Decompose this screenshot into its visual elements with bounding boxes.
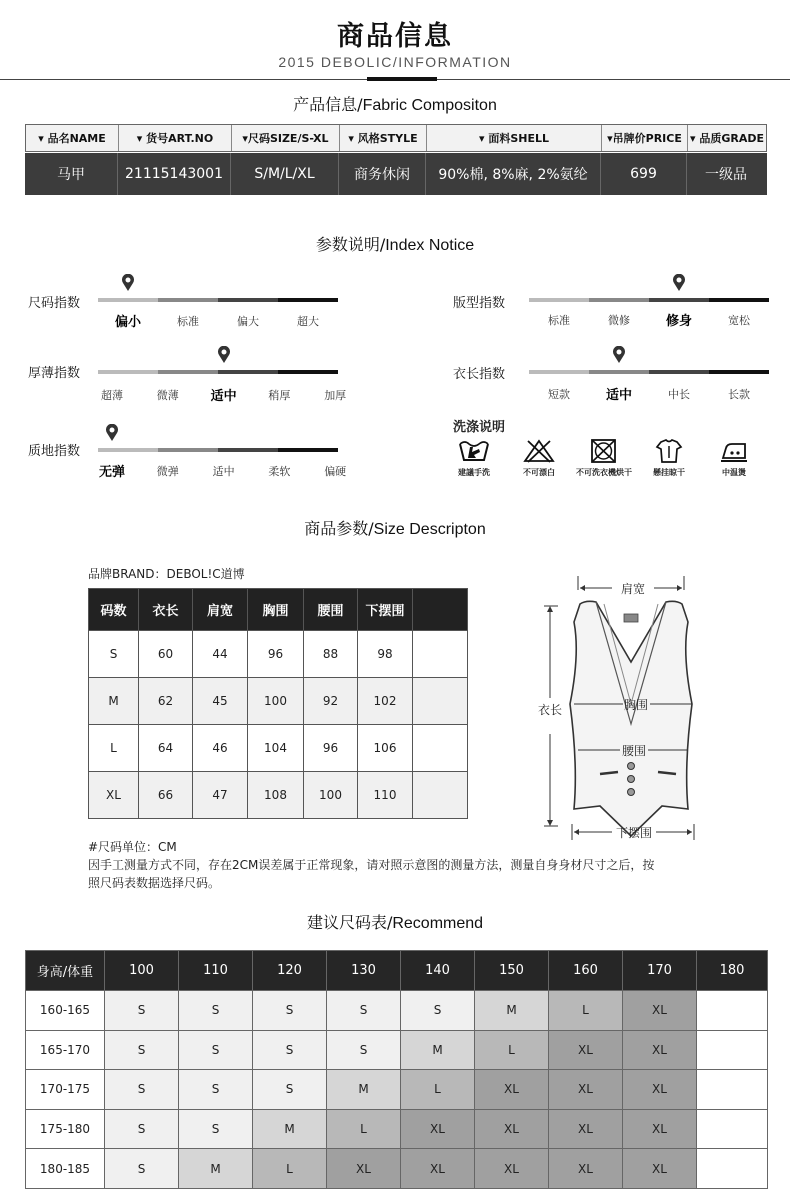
scale-option: 适中 <box>210 389 237 404</box>
scale-segment <box>589 298 649 302</box>
scale-option: 柔软 <box>268 465 291 478</box>
recommend-corner: 身高/体重 <box>26 951 105 991</box>
recommend-size-cell: S <box>253 1070 327 1110</box>
scale-option: 适中 <box>605 388 633 403</box>
location-pin-icon <box>217 346 231 364</box>
weight-header: 150 <box>475 951 549 991</box>
height-range-cell: 160-165 <box>26 991 105 1031</box>
location-pin-icon <box>612 346 626 364</box>
scale-option: 中长 <box>668 388 690 401</box>
recommend-size-cell: XL <box>549 1030 623 1070</box>
scale-segment <box>98 298 158 302</box>
scale-segment <box>529 370 589 374</box>
recommend-size-cell: L <box>253 1149 327 1189</box>
index-scale-bar <box>529 370 769 374</box>
recommend-size-cell: S <box>179 1109 253 1149</box>
table-row <box>89 631 468 678</box>
scale-option: 微薄 <box>156 389 179 402</box>
size-measure-note: 因手工测量方式不同，存在2CM误差属于正常现象，请对照示意图的测量方法，测量自身身材尺寸之后，按 <box>88 858 655 872</box>
recommend-size-cell <box>697 991 768 1031</box>
iron-medium-icon <box>717 438 751 464</box>
recommend-size-cell: S <box>105 1030 179 1070</box>
recommend-size-cell: XL <box>475 1149 549 1189</box>
index-label: 厚薄指数 <box>28 366 81 381</box>
scale-segment <box>218 298 278 302</box>
scale-option: 加厚 <box>324 389 347 402</box>
wash-item <box>507 438 571 478</box>
fabric-value-cell: 一级品 <box>705 167 747 183</box>
table-row <box>26 991 768 1031</box>
waist-label: 腰围 <box>621 744 647 758</box>
fabric-header-cell: ▾ 品质GRADE <box>689 132 764 145</box>
recommend-size-cell: M <box>327 1070 401 1110</box>
size-header-cell: 腰围 <box>304 589 358 631</box>
size-cell: 100 <box>304 772 358 819</box>
wash-item <box>442 438 506 478</box>
scale-segment <box>649 298 709 302</box>
recommend-size-cell <box>697 1149 768 1189</box>
scale-segment <box>158 298 218 302</box>
size-cell: 47 <box>193 772 248 819</box>
recommend-size-cell: S <box>179 1030 253 1070</box>
size-table <box>88 588 468 819</box>
recommend-size-cell: XL <box>549 1109 623 1149</box>
recommend-size-cell: L <box>327 1109 401 1149</box>
size-cell: 104 <box>248 725 304 772</box>
recommend-size-cell: XL <box>623 1070 697 1110</box>
chest-label: 胸围 <box>623 698 649 712</box>
fabric-header-cell: ▾ 品名NAME <box>26 125 119 151</box>
size-cell: 106 <box>358 725 413 772</box>
scale-option: 宽松 <box>728 314 750 327</box>
size-header-cell: 码数 <box>89 589 139 631</box>
table-row <box>89 772 468 819</box>
table-row <box>89 678 468 725</box>
index-scale-bar <box>529 298 769 302</box>
size-cell: 92 <box>304 678 358 725</box>
size-measure-note: 照尺码表数据选择尺码。 <box>88 876 221 890</box>
size-cell: 45 <box>193 678 248 725</box>
height-range-cell: 180-185 <box>26 1149 105 1189</box>
scale-segment <box>158 370 218 374</box>
scale-option: 修身 <box>665 314 693 329</box>
recommend-size-cell: XL <box>327 1149 401 1189</box>
size-cell: 46 <box>193 725 248 772</box>
index-scale-bar <box>98 448 338 452</box>
size-section-title: 商品参数/Size Descripton <box>304 519 486 538</box>
location-pin-icon <box>121 274 135 292</box>
recommend-size-cell: S <box>179 1070 253 1110</box>
wash-label: 不可洗衣機烘干 <box>576 468 632 477</box>
scale-option: 微修 <box>608 314 630 327</box>
fabric-header-cell: ▾ 风格STYLE <box>340 125 427 151</box>
size-cell: 62 <box>139 678 193 725</box>
recommend-size-cell: S <box>105 1109 179 1149</box>
recommend-size-cell: S <box>401 991 475 1031</box>
location-pin-icon <box>672 274 686 292</box>
size-cell <box>413 678 468 725</box>
recommend-size-cell: S <box>105 1070 179 1110</box>
fabric-header-cell: ▾ 货号ART.NO <box>119 125 232 151</box>
size-header-cell <box>413 589 468 631</box>
scale-segment <box>709 370 769 374</box>
scale-option: 稍厚 <box>268 389 291 402</box>
table-row <box>26 1109 768 1149</box>
recommend-size-cell: XL <box>623 991 697 1031</box>
recommend-size-cell: M <box>253 1109 327 1149</box>
recommend-size-cell: S <box>253 991 327 1031</box>
size-header-cell: 肩宽 <box>193 589 248 631</box>
wash-item <box>572 438 636 478</box>
size-cell: 98 <box>358 631 413 678</box>
hang-dry-icon <box>652 438 686 464</box>
weight-header: 120 <box>253 951 327 991</box>
recommend-size-cell <box>697 1109 768 1149</box>
scale-segment <box>158 448 218 452</box>
size-cell: 96 <box>248 631 304 678</box>
brand-label: 品牌BRAND：DEBOL!C道博 <box>88 567 245 581</box>
wash-label: 中温燙 <box>722 468 746 477</box>
fabric-value-cell: 90%棉, 8%麻, 2%氨纶 <box>426 153 601 195</box>
wash-label: 建議手洗 <box>458 468 490 477</box>
recommend-table <box>25 950 768 1189</box>
scale-segment <box>278 298 338 302</box>
index-label: 尺码指数 <box>28 296 81 311</box>
index-scale-bar <box>98 370 338 374</box>
table-row <box>26 1070 768 1110</box>
scale-option: 偏大 <box>237 315 259 328</box>
scale-segment <box>98 448 158 452</box>
fabric-header-cell: ▾尺码SIZE/S-XL <box>232 125 340 151</box>
scale-option: 标准 <box>548 314 570 327</box>
scale-segment <box>218 370 278 374</box>
table-row <box>89 725 468 772</box>
index-label: 衣长指数 <box>453 367 506 382</box>
scale-option: 无弹 <box>98 465 126 480</box>
recommend-size-cell: S <box>253 1030 327 1070</box>
size-cell: 102 <box>358 678 413 725</box>
wash-title: 洗涤说明 <box>453 420 506 435</box>
recommend-size-cell: S <box>179 991 253 1031</box>
index-label: 质地指数 <box>28 444 81 459</box>
header-divider-accent <box>367 77 437 81</box>
fabric-table <box>25 124 767 195</box>
size-cell: 60 <box>139 631 193 678</box>
wash-label: 懸挂晾干 <box>653 468 685 477</box>
weight-header: 130 <box>327 951 401 991</box>
length-label: 衣长 <box>537 703 563 717</box>
weight-header: 100 <box>105 951 179 991</box>
weight-header: 160 <box>549 951 623 991</box>
index-section-title: 参数说明/Index Notice <box>315 235 475 254</box>
recommend-size-cell: XL <box>401 1109 475 1149</box>
no-bleach-icon <box>522 438 556 464</box>
size-cell <box>413 725 468 772</box>
recommend-size-cell: S <box>327 991 401 1031</box>
recommend-size-cell: XL <box>401 1149 475 1189</box>
recommend-size-cell: L <box>401 1070 475 1110</box>
scale-option: 微弹 <box>156 465 179 478</box>
size-cell <box>413 772 468 819</box>
fabric-header-cell: ▾ 面料SHELL <box>427 125 602 151</box>
scale-option: 偏小 <box>114 315 142 330</box>
page-title: 商品信息 <box>337 21 453 52</box>
scale-option: 适中 <box>212 465 235 478</box>
recommend-size-cell: XL <box>475 1109 549 1149</box>
recommend-size-cell <box>697 1030 768 1070</box>
scale-option: 长款 <box>728 388 750 401</box>
index-label: 版型指数 <box>453 296 506 311</box>
recommend-size-cell: L <box>549 991 623 1031</box>
size-cell: 110 <box>358 772 413 819</box>
scale-segment <box>98 370 158 374</box>
scale-segment <box>278 370 338 374</box>
recommend-section-title: 建议尺码表/Recommend <box>306 913 484 932</box>
recommend-size-cell: XL <box>623 1109 697 1149</box>
recommend-size-cell: XL <box>623 1149 697 1189</box>
height-range-cell: 175-180 <box>26 1109 105 1149</box>
size-cell: 96 <box>304 725 358 772</box>
recommend-size-cell <box>697 1070 768 1110</box>
scale-segment <box>589 370 649 374</box>
weight-header: 180 <box>697 951 768 991</box>
size-cell <box>413 631 468 678</box>
recommend-size-cell: XL <box>475 1070 549 1110</box>
size-header-cell: 下摆围 <box>358 589 413 631</box>
size-cell: 88 <box>304 631 358 678</box>
height-range-cell: 165-170 <box>26 1030 105 1070</box>
scale-option: 标准 <box>177 315 199 328</box>
scale-segment <box>709 298 769 302</box>
scale-option: 偏硬 <box>324 465 347 478</box>
table-row <box>26 1149 768 1189</box>
fabric-value-cell: 699 <box>601 153 687 195</box>
size-cell: S <box>89 631 139 678</box>
index-scale-bar <box>98 298 338 302</box>
recommend-size-cell: M <box>475 991 549 1031</box>
size-cell: 64 <box>139 725 193 772</box>
weight-header: 110 <box>179 951 253 991</box>
size-table-header <box>89 589 468 631</box>
weight-header: 170 <box>623 951 697 991</box>
table-row <box>26 1030 768 1070</box>
size-cell: 100 <box>248 678 304 725</box>
recommend-size-cell: XL <box>549 1149 623 1189</box>
wash-label: 不可漂白 <box>523 468 555 477</box>
shoulder-label: 肩宽 <box>620 582 646 596</box>
page-subtitle: 2015 DEBOLIC/INFORMATION <box>278 54 512 70</box>
wash-item <box>637 438 701 478</box>
no-tumble-dry-icon <box>587 438 621 464</box>
size-cell: 66 <box>139 772 193 819</box>
scale-segment <box>218 448 278 452</box>
recommend-size-cell: S <box>105 1149 179 1189</box>
fabric-header-cell: ▾吊牌价PRICE <box>602 125 688 151</box>
recommend-size-cell: M <box>401 1030 475 1070</box>
recommend-size-cell: M <box>179 1149 253 1189</box>
fabric-value-cell: 21115143001 <box>118 153 231 195</box>
location-pin-icon <box>105 424 119 442</box>
size-cell: M <box>89 678 139 725</box>
size-cell: XL <box>89 772 139 819</box>
size-cell: 108 <box>248 772 304 819</box>
fabric-section-title: 产品信息/Fabric Compositon <box>293 95 497 114</box>
recommend-header <box>26 951 768 991</box>
size-cell: 44 <box>193 631 248 678</box>
size-header-cell: 胸围 <box>248 589 304 631</box>
scale-segment <box>649 370 709 374</box>
fabric-table-header <box>25 124 767 152</box>
recommend-size-cell: S <box>105 991 179 1031</box>
fabric-value-cell: 马甲 <box>25 153 118 195</box>
recommend-size-cell: S <box>327 1030 401 1070</box>
scale-option: 超大 <box>297 315 319 328</box>
scale-segment <box>529 298 589 302</box>
height-range-cell: 170-175 <box>26 1070 105 1110</box>
fabric-value-cell: S/M/L/XL <box>231 153 339 195</box>
recommend-size-cell: XL <box>549 1070 623 1110</box>
hem-label: 下摆围 <box>615 826 653 840</box>
fabric-value-cell: 商务休闲 <box>339 153 426 195</box>
recommend-size-cell: L <box>475 1030 549 1070</box>
recommend-size-cell: XL <box>623 1030 697 1070</box>
weight-header: 140 <box>401 951 475 991</box>
wash-item <box>702 438 766 478</box>
size-header-cell: 衣长 <box>139 589 193 631</box>
vest-diagram <box>528 574 708 844</box>
size-cell: L <box>89 725 139 772</box>
scale-option: 超薄 <box>101 389 123 402</box>
scale-option: 短款 <box>548 388 570 401</box>
fabric-table-row <box>25 153 767 195</box>
scale-segment <box>278 448 338 452</box>
hand-wash-icon <box>457 438 491 464</box>
size-unit-note: #尺码单位：CM <box>88 840 177 854</box>
